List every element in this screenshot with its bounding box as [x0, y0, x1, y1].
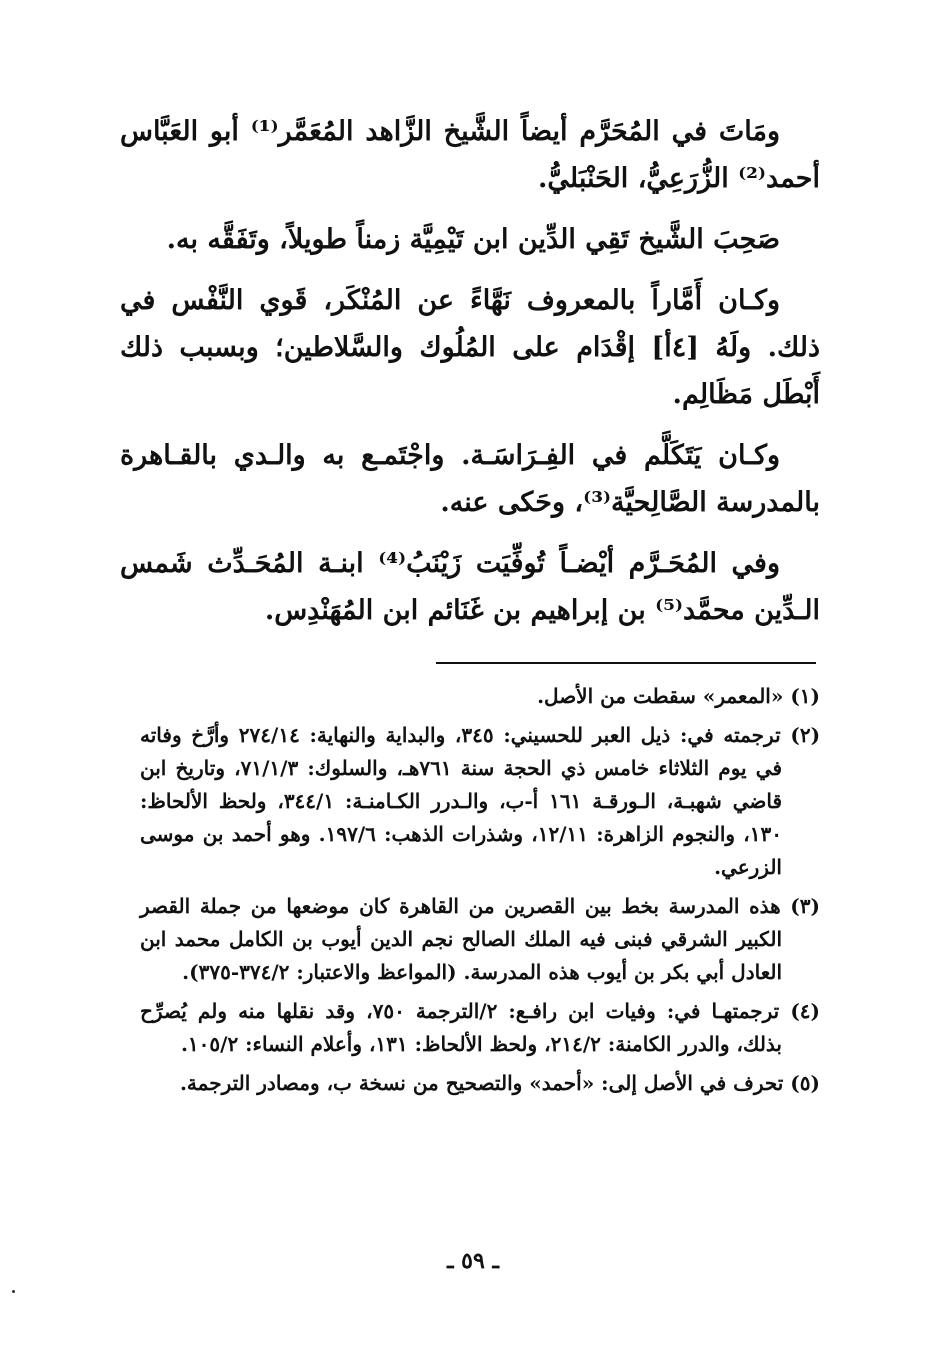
footnote-separator — [436, 662, 816, 664]
footnote: (١) «المعمر» سقطت من الأصل. — [537, 684, 820, 708]
paragraph: صَحِبَ الشَّيخ تَقِي الدِّين ابن تَيْمِيَّة زمناً طويلاً، وتَفَقَّه به. — [166, 224, 780, 255]
paragraph: وفي المُحَـرَّم أيْضـاً تُوفِّيَت زَيْنَبُ⁽⁴⁾ ابنـة المُحَـدِّث شَمس الـدِّين محمَّد⁽⁵⁾ بن إبراهيم بن غَنَائم ابن المُهَنْدِس. — [120, 548, 820, 626]
footnote: (٤) ترجمتهـا في: وفيات ابن رافـع: ٢/الترجمة ٧٥٠، وقد نقلها منه ولم يُصرِّح بذلك، والدرر الكامنة: ٢١٤/٢، ولحظ الألحاظ: ١٣١، وأعلام النساء: ١٠٥/٢. — [140, 999, 821, 1056]
footnote: (٥) تحرف في الأصل إلى: «أحمد» والتصحيح من نسخة ب، ومصادر الترجمة. — [179, 1071, 820, 1095]
footnotes — [140, 680, 820, 1106]
page-number: ـ ٥٩ ـ — [447, 1248, 499, 1274]
main-text — [120, 108, 820, 648]
footnote: (٣) هذه المدرسة بخط بين القصرين من القاهرة كان موضعها من جملة القصر الكبير الشرقي فبنى فيه الملك الصالح نجم الدين أيوب بن الكامل محمد ابن العادل أبي بكر بن أيوب هذه المدرسة. (المواعظ والاعتبار: ٣٧٤/٢-٣٧٥). — [140, 894, 820, 984]
paragraph: وكـان يَتَكَلَّم في الفِـرَاسَـة. واجْتَمـع به والـدي بالقـاهرة بالمدرسة الصَّالِحيَّة⁽³⁾، وحَكى عنه. — [120, 440, 820, 518]
scan-speck — [12, 1290, 15, 1293]
paragraph: ومَاتَ في المُحَرَّم أيضاً الشَّيخ الزَّاهد المُعَمَّر⁽¹⁾ أبو العَبَّاس أحمد⁽²⁾ الزُّرَعِيُّ، الحَنْبَليُّ. — [120, 116, 820, 194]
paragraph: وكـان أَمَّاراً بالمعروف نَهَّاءً عن المُنْكَر، قَوي النَّفْس في ذلك. ولَهُ [٤أ] إقْدَام على المُلُوك والسَّلاطين؛ وبسبب ذلك أَبْطَل مَظَالِم. — [120, 285, 820, 410]
footnote: (٢) ترجمته في: ذيل العبر للحسيني: ٣٤٥، والبداية والنهاية: ٢٧٤/١٤ وأرَّخ وفاته في يوم الثلاثاء خامس ذي الحجة سنة ٧٦١هـ، والسلوك: ٧١/١/٣، وتاريخ ابن قاضي شهبـة، الـورقـة ١٦١ أ-ب، والـدرر الكـامنـة: ٣٤٤/١، ولحظ الألحاظ: ١٣٠، والنجوم الزاهرة: ١٢/١١، وشذرات الذهب: ١٩٧/٦. وهو أحمد بن موسى الزرعي. — [140, 723, 821, 879]
